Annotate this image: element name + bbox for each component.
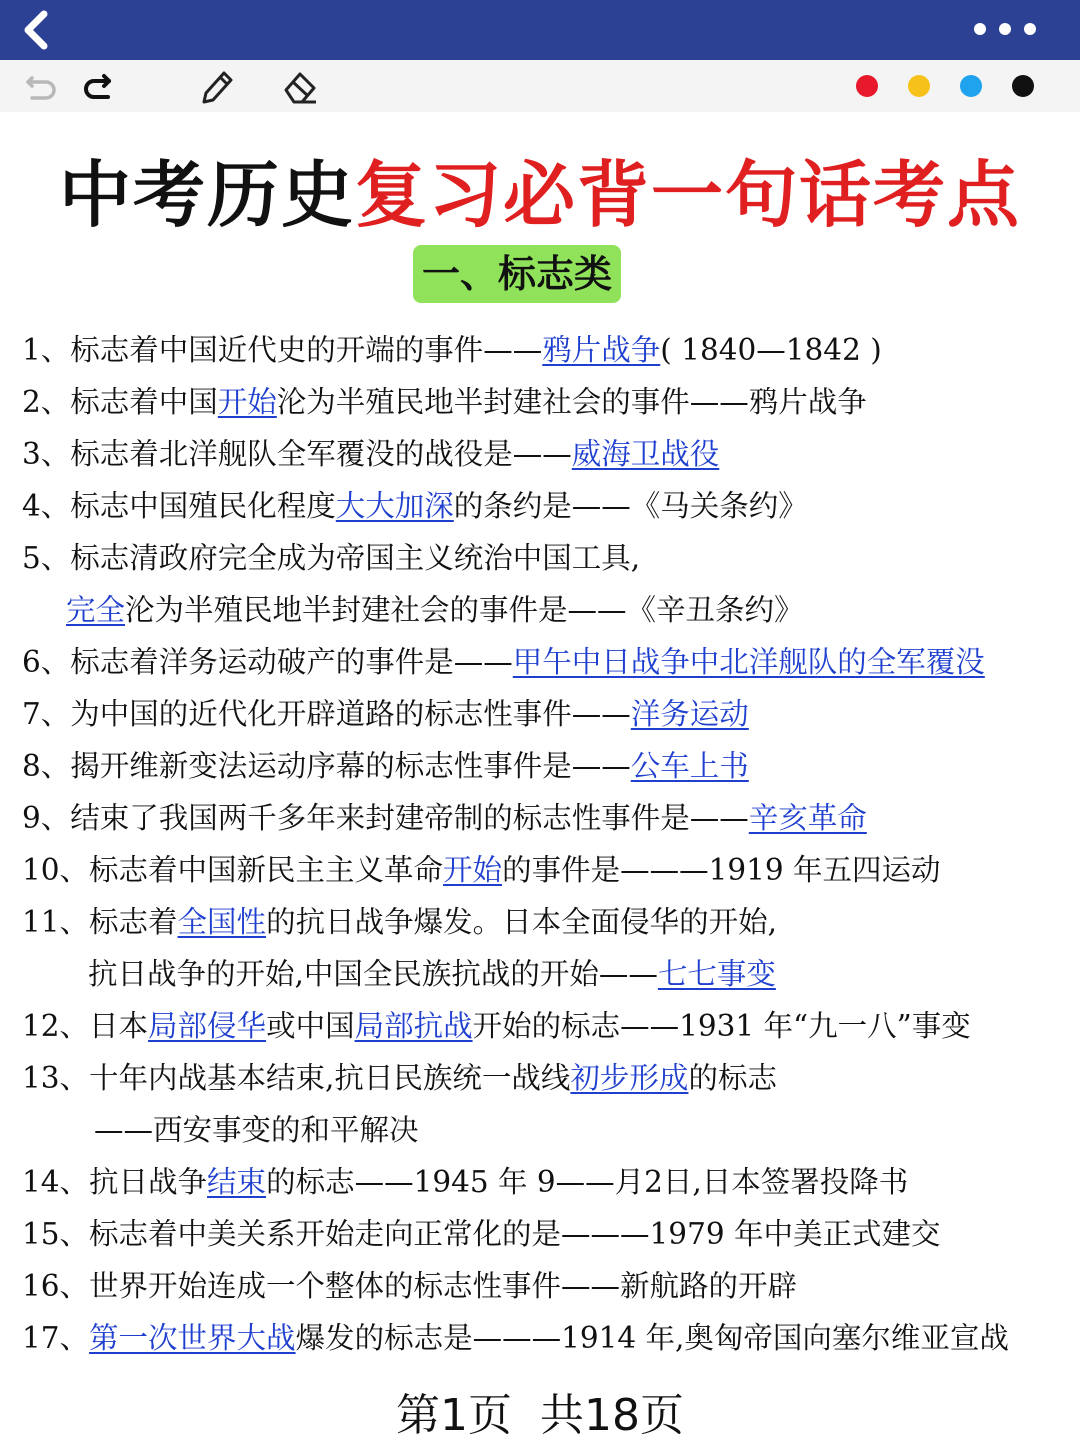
top-bar xyxy=(0,0,1080,60)
list-item-continued: 完全沦为半殖民地半封建社会的事件是——《辛丑条约》 xyxy=(66,593,804,627)
highlight-link[interactable]: 公车上书 xyxy=(630,749,749,783)
section-heading: 一、标志类 xyxy=(413,245,621,303)
pen-color-red[interactable] xyxy=(856,75,878,97)
list-item: 7、为中国的近代化开辟道路的标志性事件——洋务运动 xyxy=(22,697,749,731)
list-item: 12、日本局部侵华或中国局部抗战开始的标志——1931 年“九一八”事变 xyxy=(22,1009,971,1043)
highlight-link[interactable]: 七七事变 xyxy=(657,957,776,991)
highlight-link[interactable]: 威海卫战役 xyxy=(571,437,720,471)
list-item: 13、十年内战基本结束,抗日民族统一战线初步形成的标志 xyxy=(22,1061,777,1095)
list-item: 1、标志着中国近代史的开端的事件——鸦片战争( 1840—1842 ) xyxy=(22,333,882,367)
highlight-link[interactable]: 开始 xyxy=(217,385,277,419)
highlight-link[interactable]: 辛亥革命 xyxy=(748,801,867,835)
more-dots-icon[interactable] xyxy=(972,14,1044,44)
list-item: 14、抗日战争结束的标志——1945 年 9——月2日,日本签署投降书 xyxy=(22,1165,909,1199)
list-item: 17、第一次世界大战爆发的标志是———1914 年,奥匈帝国向塞尔维亚宣战 xyxy=(22,1321,1009,1355)
highlight-link[interactable]: 局部抗战 xyxy=(354,1009,473,1043)
title-red-part: 复习必背一句话考点 xyxy=(355,152,1022,237)
list-item: 4、标志中国殖民化程度大大加深的条约是——《马关条约》 xyxy=(22,489,808,523)
highlight-link[interactable]: 洋务运动 xyxy=(630,697,749,731)
list-item: 10、标志着中国新民主主义革命开始的事件是———1919 年五四运动 xyxy=(22,853,941,887)
list-item: 5、标志清政府完全成为帝国主义统治中国工具, xyxy=(22,541,641,575)
pen-color-black[interactable] xyxy=(1012,75,1034,97)
pencil-icon[interactable] xyxy=(196,68,236,106)
page-title xyxy=(0,150,1080,240)
highlight-link[interactable]: 开始 xyxy=(443,853,503,887)
list-item: 16、世界开始连成一个整体的标志性事件——新航路的开辟 xyxy=(22,1269,798,1303)
list-item-continued: 抗日战争的开始,中国全民族抗战的开始——七七事变 xyxy=(88,957,776,991)
back-arrow-icon[interactable] xyxy=(14,8,60,52)
highlight-link[interactable]: 初步形成 xyxy=(570,1061,689,1095)
highlight-link[interactable]: 完全 xyxy=(66,593,126,627)
title-black-part: 中考历史 xyxy=(58,152,355,237)
highlight-link[interactable]: 第一次世界大战 xyxy=(89,1321,296,1355)
highlight-link[interactable]: 结束 xyxy=(207,1165,267,1199)
page-indicator: 第1页 共18页 xyxy=(396,1390,684,1441)
content-list xyxy=(22,324,1072,1364)
eraser-icon[interactable] xyxy=(280,68,320,106)
list-item-continued: ——西安事变的和平解决 xyxy=(94,1113,419,1147)
redo-icon[interactable] xyxy=(78,68,118,106)
list-item: 2、标志着中国开始沦为半殖民地半封建社会的事件——鸦片战争 xyxy=(22,385,867,419)
list-item: 3、标志着北洋舰队全军覆没的战役是——威海卫战役 xyxy=(22,437,720,471)
list-item: 8、揭开维新变法运动序幕的标志性事件是——公车上书 xyxy=(22,749,749,783)
highlight-link[interactable]: 全国性 xyxy=(177,905,267,939)
highlight-link[interactable]: 局部侵华 xyxy=(148,1009,267,1043)
highlight-link[interactable]: 大大加深 xyxy=(335,489,454,523)
undo-icon[interactable] xyxy=(22,68,62,106)
list-item: 11、标志着全国性的抗日战争爆发。日本全面侵华的开始, xyxy=(22,905,777,939)
list-item: 9、结束了我国两千多年来封建帝制的标志性事件是——辛亥革命 xyxy=(22,801,867,835)
pen-color-yellow[interactable] xyxy=(908,75,930,97)
highlight-link[interactable]: 甲午中日战争中北洋舰队的全军覆没 xyxy=(512,645,985,679)
list-item: 6、标志着洋务运动破产的事件是——甲午中日战争中北洋舰队的全军覆没 xyxy=(22,645,985,679)
pen-color-blue[interactable] xyxy=(960,75,982,97)
list-item: 15、标志着中美关系开始走向正常化的是———1979 年中美正式建交 xyxy=(22,1217,941,1251)
highlight-link[interactable]: 鸦片战争 xyxy=(542,333,661,367)
